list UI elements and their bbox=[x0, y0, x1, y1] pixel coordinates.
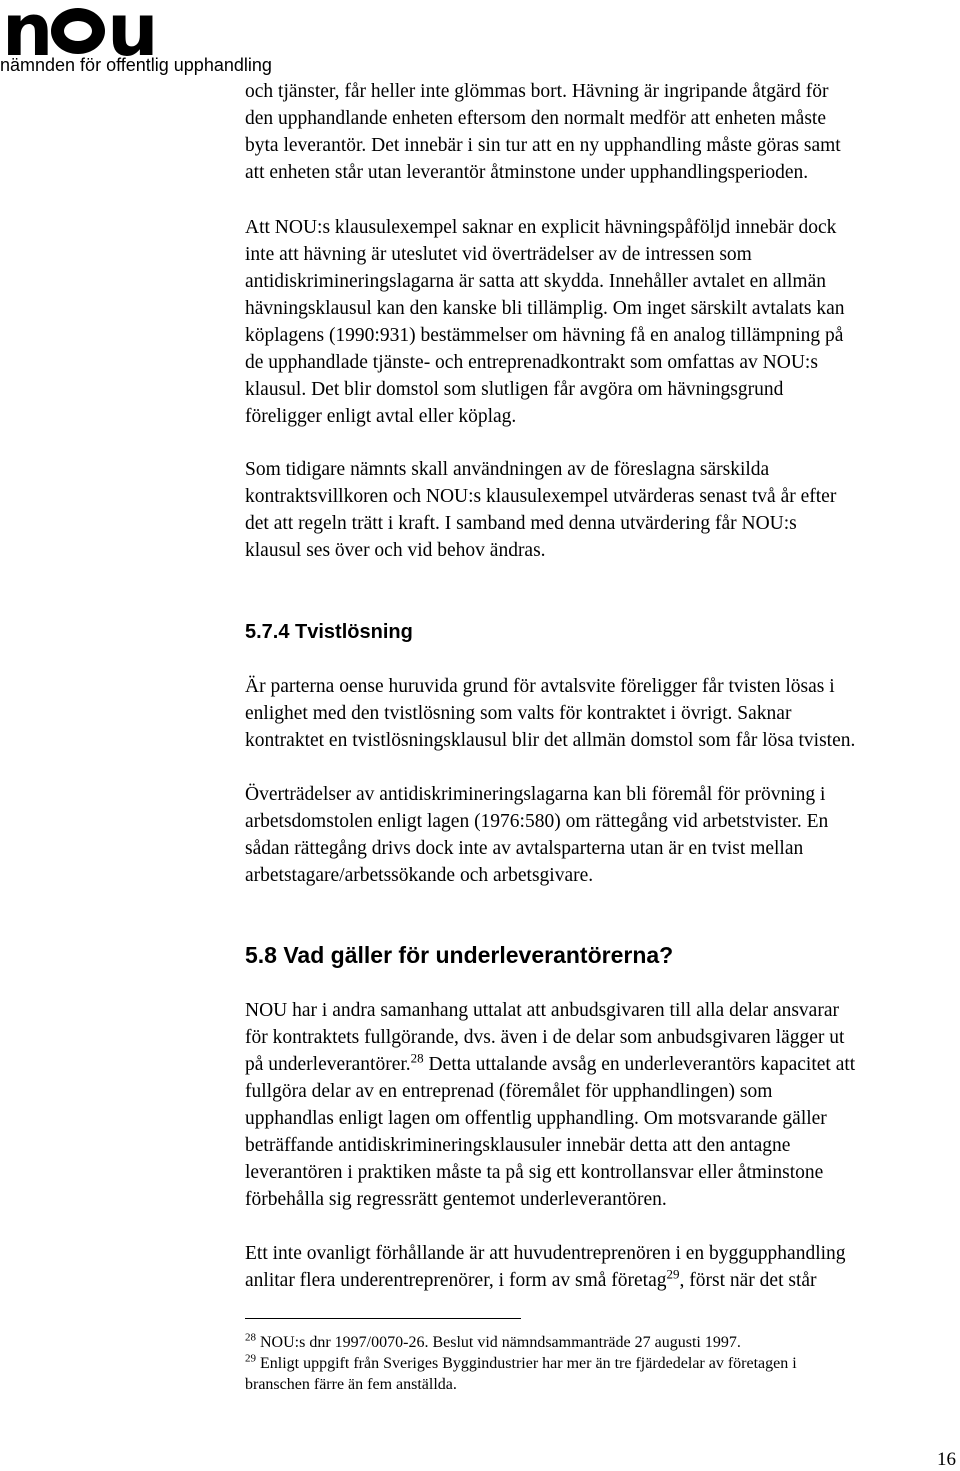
paragraph-2 bbox=[245, 214, 845, 430]
text-line: NOU har i andra samanhang uttalat att anbudsgivaren till alla delar ansvarar bbox=[245, 1000, 839, 1021]
text-line: klausul. Det blir domstol som slutligen får avgöra om hävningsgrund bbox=[245, 379, 784, 400]
footnote-29 bbox=[245, 1353, 960, 1395]
text-line: antidiskrimineringslagarna är satta att skydda. Innehåller avtalet en allmän bbox=[245, 271, 826, 292]
text-line bbox=[245, 1267, 846, 1294]
footnote-text: Enligt uppgift från Sveriges Byggindustrier har mer än tre fjärdedelar av företagen i bbox=[256, 1355, 797, 1372]
section-heading-5-8: 5.8 Vad gäller för underleverantörerna? bbox=[245, 942, 674, 968]
text-line: arbetsdomstolen enligt lagen (1976:580) om rättegång vid arbetstvister. En bbox=[245, 811, 829, 832]
text-fragment: Detta uttalande avsåg en underleverantörs kapacitet att bbox=[423, 1054, 856, 1075]
footnote-number: 29 bbox=[245, 1352, 256, 1365]
text-line: Överträdelser av antidiskrimineringslagarna kan bli föremål för prövning i bbox=[245, 784, 826, 805]
text-line: kontraktsvillkoren och NOU:s klausulexempel utvärderas senast två år efter bbox=[245, 486, 837, 507]
text-line: köplagens (1990:931) bestämmelser om hävning få en analog tillämpning på bbox=[245, 325, 844, 346]
text-line: upphandlas enligt lagen om offentlig upphandling. Om motsvarande gäller bbox=[245, 1108, 827, 1129]
page-number: 16 bbox=[937, 1449, 956, 1470]
text-line: att enheten står utan leverantör åtminstone under upphandlingsperioden. bbox=[245, 162, 809, 183]
text-line: och tjänster, får heller inte glömmas bort. Hävning är ingripande åtgärd för bbox=[245, 81, 829, 102]
logo-o-ring bbox=[51, 8, 105, 54]
text-line: Ett inte ovanligt förhållande är att huvudentreprenören i en byggupphandling bbox=[245, 1243, 846, 1264]
footnote-divider bbox=[245, 1318, 521, 1319]
text-line: inte att hävning är uteslutet vid överträdelser av de intressen som bbox=[245, 244, 752, 265]
text-line: byta leverantör. Det innebär i sin tur att en ny upphandling måste göras samt bbox=[245, 135, 841, 156]
text-line: förbehålla sig regressrätt gentemot underleverantören. bbox=[245, 1189, 667, 1210]
text-line: Som tidigare nämnts skall användningen av de föreslagna särskilda bbox=[245, 459, 770, 480]
paragraph-3 bbox=[245, 456, 836, 564]
text-line: beträffande antidiskrimineringsklausuler innebär detta att den antagne bbox=[245, 1135, 791, 1156]
text-line: den upphandlande enheten eftersom den normalt medför att enheten måste bbox=[245, 108, 826, 129]
text-line: arbetstagare/arbetssökande och arbetsgivare. bbox=[245, 865, 594, 886]
text-line: det att regeln trätt i kraft. I samband med denna utvärdering får NOU:s bbox=[245, 513, 797, 534]
text-line: Är parterna oense huruvida grund för avtalsvite föreligger får tvisten lösas i bbox=[245, 676, 835, 697]
text-line: för kontraktets fullgörande, dvs. även i de delar som anbudsgivaren lägger ut bbox=[245, 1027, 845, 1048]
text-fragment: , först när det står bbox=[679, 1270, 817, 1291]
footnote-ref-28[interactable]: 28 bbox=[410, 1050, 424, 1066]
text-fragment: anlitar flera underentreprenörer, i form av små företag bbox=[245, 1270, 667, 1291]
paragraph-6 bbox=[245, 997, 855, 1213]
text-line: sådan rättegång drivs dock inte av avtalsparterna utan är en tvist mellan bbox=[245, 838, 804, 859]
text-line: de upphandlade tjänste- och entreprenadkontrakt som omfattas av NOU:s bbox=[245, 352, 818, 373]
section-heading-5-7-4: 5.7.4 Tvistlösning bbox=[245, 621, 413, 643]
paragraph-1 bbox=[245, 78, 841, 186]
footnote-text: branschen färre än fem anställda. bbox=[245, 1376, 457, 1393]
text-line: Att NOU:s klausulexempel saknar en explicit hävningspåföljd innebär dock bbox=[245, 217, 837, 238]
logo-mark: n u bbox=[2, 0, 153, 72]
text-line: klausul ses över och vid behov ändras. bbox=[245, 540, 546, 561]
text-line: hävningsklausul kan den kanske bli tillämplig. Om inget särskilt avtalats kan bbox=[245, 298, 845, 319]
footnote-text: NOU:s dnr 1997/0070-26. Beslut vid nämndsammanträde 27 augusti 1997. bbox=[256, 1334, 741, 1351]
footnote-28 bbox=[245, 1332, 960, 1353]
text-line: fullgöra delar av en entreprenad (föremålet för upphandlingen) som bbox=[245, 1081, 773, 1102]
logo-subtitle: nämnden för offentlig upphandling bbox=[0, 55, 272, 75]
text-line bbox=[245, 1051, 855, 1078]
paragraph-4 bbox=[245, 673, 855, 754]
text-line: leverantören i praktiken måste ta på sig ett kontrollansvar eller åtminstone bbox=[245, 1162, 824, 1183]
footnote-ref-29[interactable]: 29 bbox=[666, 1266, 680, 1282]
text-line: enlighet med den tvistlösning som valts för kontraktet i övrigt. Saknar bbox=[245, 703, 792, 724]
paragraph-7 bbox=[245, 1240, 846, 1294]
footnotes bbox=[245, 1332, 960, 1395]
nou-logo bbox=[0, 0, 275, 78]
text-line: föreligger enligt avtal eller köplag. bbox=[245, 406, 517, 427]
text-fragment: på underleverantörer. bbox=[245, 1054, 411, 1075]
footnote-number: 28 bbox=[245, 1331, 256, 1344]
paragraph-5 bbox=[245, 781, 828, 889]
text-line: kontraktet en tvistlösningsklausul blir det allmän domstol som får lösa tvisten. bbox=[245, 730, 856, 751]
